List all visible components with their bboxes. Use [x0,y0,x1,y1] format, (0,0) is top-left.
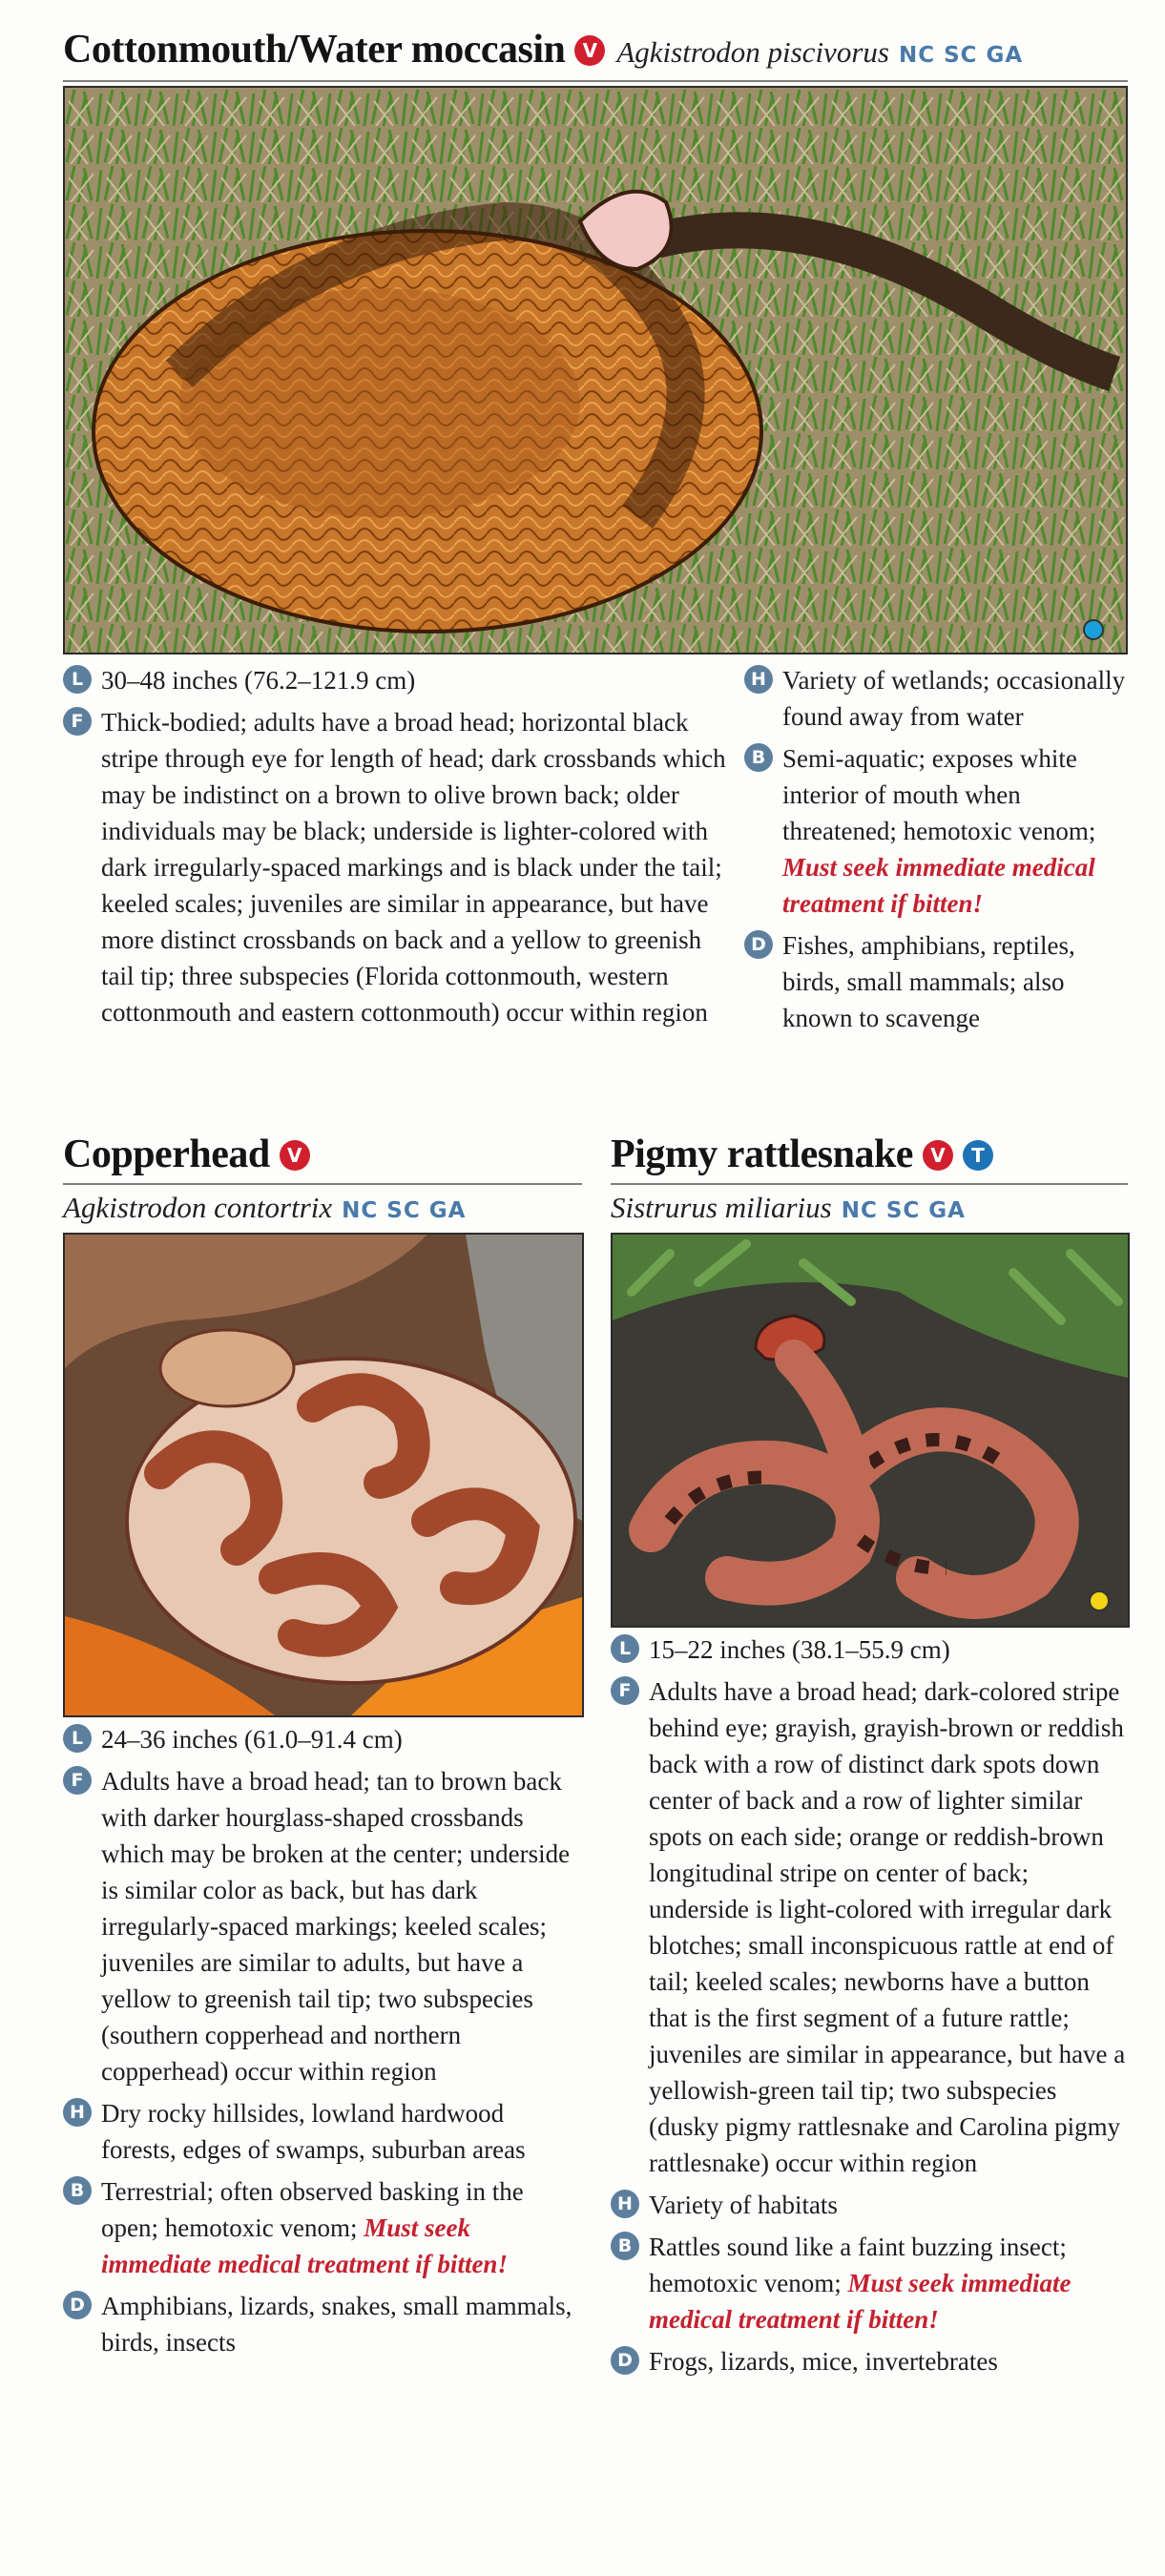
state-range-codes: NC SC GA [841,1198,966,1223]
field-marks-entry [611,1673,1128,2181]
venomous-badge-icon: V [923,1140,953,1171]
behavior-text: Semi-aquatic; exposes white interior of mouth when threatened; hemotoxic venom; [782,744,1096,845]
habitat-text: Variety of wetlands; occasionally found away from water [782,666,1126,731]
field-marks-key-icon: F [611,1676,639,1705]
behavior-entry [63,2173,582,2282]
behavior-key-icon: B [611,2232,639,2260]
length-text: 15–22 inches (38.1–55.9 cm) [649,1635,950,1664]
copperhead-photo [63,1233,584,1717]
medical-warning: Must seek immediate medical treatment if bitten! [649,2269,1071,2334]
pigmy-subheader [611,1191,966,1225]
copperhead-header [63,1132,582,1177]
pigmy-section [611,1132,1128,1177]
habitat-text: Variety of habitats [649,2191,838,2219]
pigmy-image [613,1235,1128,1626]
length-entry [63,1721,582,1757]
header-rule [611,1183,1128,1185]
state-range-codes: NC SC GA [342,1198,467,1223]
cottonmouth-photo [63,86,1128,654]
header-rule [63,80,1128,82]
behavior-entry [744,740,1128,922]
species-scientific-name: Agkistrodon contortrix [63,1191,333,1224]
copperhead-section [63,1132,582,1177]
habitat-key-icon: H [611,2190,639,2218]
copperhead-subheader [63,1191,466,1225]
diet-entry [744,927,1128,1036]
behavior-text: Rattles sound like a faint buzzing insect; hemotoxic venom; [649,2233,1067,2297]
habitat-text: Dry rocky hillsides, lowland hardwood forests, edges of swamps, suburban areas [101,2099,526,2164]
field-marks-text: Thick-bodied; adults have a broad head; horizontal black stripe through eye for length of head; dark crossbands which may be indistinct on a brown to olive brown back; older individuals may be black; underside is lighter-colored with dark irregularly-spaced markings and is black under the tail; keeled scales; juveniles are similar in appearance, but have more distinct crossbands on back and a yellow to greenish tail tip; three subspecies (Florida cottonmouth, western cottonmouth and eastern cottonmouth) occur within region [101,708,726,1027]
diet-key-icon: D [744,930,773,959]
habitat-key-icon: H [63,2098,92,2127]
species-scientific-name: Agkistrodon piscivorus [616,35,889,69]
field-marks-key-icon: F [63,707,92,736]
cottonmouth-image [65,88,1126,653]
diet-text: Frogs, lizards, mice, invertebrates [649,2347,998,2376]
habitat-key-icon: H [744,665,773,694]
diet-entry [611,2343,1128,2379]
field-marks-entry [63,704,731,1030]
habitat-entry [63,2095,582,2168]
length-entry [63,662,731,698]
copperhead-image [65,1235,582,1715]
diet-text: Fishes, amphibians, reptiles, birds, small mammals; also known to scavenge [782,931,1075,1032]
habitat-entry [744,662,1128,735]
length-text: 24–36 inches (61.0–91.4 cm) [101,1725,403,1754]
length-key-icon: L [63,1724,92,1753]
diet-text: Amphibians, lizards, snakes, small mammals, birds, insects [101,2292,572,2357]
length-text: 30–48 inches (76.2–121.9 cm) [101,666,416,695]
medical-warning: Must seek immediate medical treatment if bitten! [782,853,1095,918]
field-marks-key-icon: F [63,1766,92,1795]
diet-entry [63,2288,582,2360]
pigmy-details [611,1631,1128,2385]
cottonmouth-details-left [63,662,731,1036]
behavior-entry [611,2229,1128,2337]
field-marks-entry [63,1763,582,2089]
species-common-name: Pigmy rattlesnake [611,1132,913,1176]
pigmy-header [611,1132,1128,1177]
venomous-badge-icon: V [574,35,605,66]
diet-key-icon: D [63,2291,92,2319]
behavior-text: Terrestrial; often observed basking in the open; hemotoxic venom; [101,2177,524,2242]
field-marks-text: Adults have a broad head; tan to brown back with darker hourglass-shaped crossbands which may be broken at the center; underside is similar color as back, but has dark irregularly-spaced markings; keeled scales; juveniles are similar to adults, but have a yellow to greenish tail tip; two subspecies (southern copperhead and northern copperhead) occur within region [101,1767,571,2086]
diet-key-icon: D [611,2346,639,2375]
species-common-name: Cottonmouth/Water moccasin [63,28,566,72]
pigmy-photo [611,1233,1130,1628]
threatened-badge-icon: T [963,1140,993,1171]
habitat-entry [611,2187,1128,2223]
medical-warning: Must seek immediate medical treatment if bitten! [101,2213,508,2278]
venomous-badge-icon: V [280,1140,310,1171]
header-rule [63,1183,582,1185]
behavior-key-icon: B [744,743,773,772]
length-key-icon: L [611,1634,639,1663]
cottonmouth-header [63,27,1128,73]
length-key-icon: L [63,665,92,694]
length-entry [611,1631,1128,1668]
cottonmouth-details-right [744,662,1128,1042]
behavior-key-icon: B [63,2176,92,2205]
field-marks-text: Adults have a broad head; dark-colored stripe behind eye; grayish, grayish-brown or reddish back with a row of distinct dark spots down center of back and a row of lighter similar spots on each side; orange or reddish-brown longitudinal stripe on center of back; underside is light-colored with irregular dark blotches; small inconspicuous rattle at end of tail; keeled scales; newborns have a button that is the first segment of a future rattle; juveniles are similar in appearance, but have a yellowish-green tail tip; two subspecies (dusky pigmy rattlesnake and Carolina pigmy rattlesnake) occur within region [649,1677,1126,2177]
species-scientific-name: Sistrurus miliarius [611,1191,832,1224]
cottonmouth-section [63,27,1128,73]
state-range-codes: NC SC GA [898,43,1024,68]
species-common-name: Copperhead [63,1132,270,1176]
copperhead-details [63,1721,582,2366]
